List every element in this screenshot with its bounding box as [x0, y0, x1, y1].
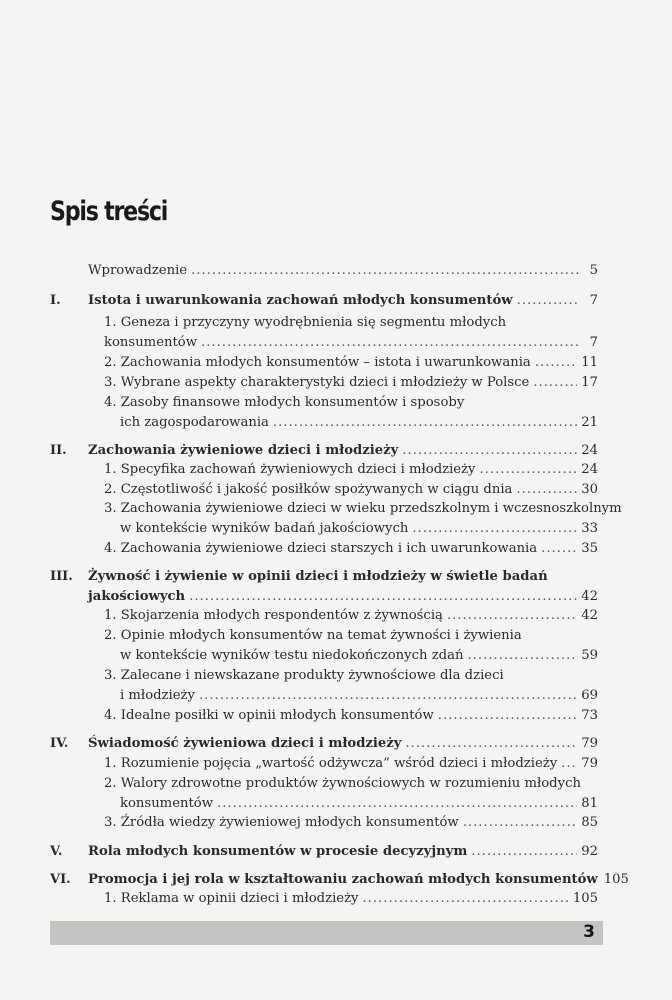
toc-page-number: 33 [581, 521, 598, 536]
toc-entry-title: 4. Zasoby finansowe młodych konsumentów i sposoby [104, 395, 465, 410]
toc-entry-title: w kontekście wyników testu niedokończonych zdań [120, 648, 464, 663]
toc-page-number: 105 [603, 872, 629, 887]
toc-entry-title: 2. Walory zdrowotne produktów żywnościowych w rozumieniu młodych [104, 776, 581, 791]
toc-entry[interactable] [104, 374, 598, 392]
toc-chapter-entry[interactable] [88, 442, 598, 460]
toc-entry[interactable] [104, 890, 598, 908]
section-number: III. [50, 569, 73, 584]
toc-entry-title: ich zagospodarowania [120, 415, 269, 430]
dot-leader [561, 755, 577, 773]
toc-entry[interactable] [104, 461, 598, 479]
toc-entry-title: 4. Zachowania żywieniowe dzieci starszych i ich uwarunkowania [104, 541, 538, 556]
section-number: VI. [50, 872, 71, 887]
toc-entry-title: 1. Specyfika zachowań żywieniowych dzieci i młodzieży [104, 462, 476, 477]
section-number: I. [50, 293, 61, 308]
toc-page-number: 59 [581, 648, 598, 663]
toc-chapter-entry[interactable] [88, 843, 598, 861]
toc-entry-title: Żywność i żywienie w opinii dzieci i młodzieży w świetle badań [88, 569, 548, 584]
dot-leader [191, 262, 580, 280]
toc-entry-title: 2. Zachowania młodych konsumentów – istota i uwarunkowania [104, 355, 531, 370]
toc-entry-title: 1. Skojarzenia młodych respondentów z żywnością [104, 608, 443, 623]
toc-chapter-entry[interactable] [88, 292, 598, 310]
toc-entry-title: 4. Idealne posiłki w opinii młodych konsumentów [104, 708, 434, 723]
toc-entry-title: 1. Reklama w opinii dzieci i młodzieży [104, 891, 359, 906]
toc-entry-title: Rola młodych konsumentów w procesie decyzyjnym [88, 844, 468, 859]
toc-entry[interactable] [120, 795, 598, 813]
toc-entry[interactable] [104, 394, 598, 412]
toc-entry[interactable] [104, 314, 598, 332]
toc-entry-title: jakościowych [88, 589, 186, 604]
toc-entry-title: 2. Opinie młodych konsumentów na temat żywności i żywienia [104, 628, 522, 643]
toc-entry-title: 2. Częstotliwość i jakość posiłków spożywanych w ciągu dnia [104, 482, 513, 497]
toc-page-number: 24 [581, 462, 598, 477]
toc-page-number: 85 [581, 815, 598, 830]
toc-page-number: 92 [581, 844, 598, 859]
dot-leader [480, 461, 578, 479]
toc-entry-title: i młodzieży [120, 688, 195, 703]
dot-leader [467, 647, 577, 665]
toc-entry-title: Zachowania żywieniowe dzieci i młodzieży [88, 443, 399, 458]
toc-chapter-entry[interactable] [88, 568, 598, 586]
dot-leader [189, 588, 577, 606]
dot-leader [463, 814, 577, 832]
toc-entry[interactable] [120, 520, 598, 538]
toc-page-number: 73 [581, 708, 598, 723]
toc-entry-title: Wprowadzenie [88, 263, 188, 278]
toc-entry[interactable] [104, 500, 622, 518]
toc-page-number: 24 [581, 443, 598, 458]
toc-page-number: 79 [581, 756, 598, 771]
toc-entry-title: 3. Zalecane i niewskazane produkty żywnościowe dla dzieci [104, 668, 504, 683]
toc-entry[interactable] [120, 647, 598, 665]
toc-entry-title: konsumentów [120, 796, 214, 811]
toc-page-number: 105 [572, 891, 598, 906]
toc-page-number: 81 [581, 796, 598, 811]
toc-entry-title: w kontekście wyników badań jakościowych [120, 521, 409, 536]
section-number: IV. [50, 736, 69, 751]
toc-entry[interactable] [120, 414, 598, 432]
toc-chapter-entry[interactable] [88, 871, 629, 889]
dot-leader [535, 354, 577, 372]
toc-page-number: 79 [581, 736, 598, 751]
footer-bar [50, 921, 603, 945]
section-number: II. [50, 443, 67, 458]
dot-leader [541, 540, 577, 558]
toc-entry[interactable] [104, 607, 598, 625]
dot-leader [533, 374, 577, 392]
toc-entry-title: Promocja i jej rola w kształtowaniu zachowań młodych konsumentów [88, 872, 598, 887]
toc-entry-title: Świadomość żywieniowa dzieci i młodzieży [88, 736, 402, 751]
toc-entry[interactable] [104, 775, 598, 793]
dot-leader [517, 292, 580, 310]
toc-chapter-entry[interactable] [88, 735, 598, 753]
dot-leader [273, 414, 577, 432]
toc-page-number: 42 [581, 589, 598, 604]
toc-entry[interactable] [104, 707, 598, 725]
section-number: V. [50, 844, 63, 859]
toc-entry[interactable] [88, 262, 598, 280]
dot-leader [402, 442, 577, 460]
toc-entry[interactable] [104, 354, 598, 372]
toc-entry-title: Istota i uwarunkowania zachowań młodych konsumentów [88, 293, 513, 308]
toc-entry-title: 3. Wybrane aspekty charakterystyki dzieci i młodzieży w Polsce [104, 375, 530, 390]
toc-entry-title: 1. Rozumienie pojęcia „wartość odżywcza” wśród dzieci i młodzieży [104, 756, 558, 771]
toc-page-number: 21 [581, 415, 598, 430]
toc-entry[interactable] [120, 687, 598, 705]
dot-leader [217, 795, 577, 813]
toc-entry[interactable] [104, 481, 598, 499]
dot-leader [447, 607, 577, 625]
dot-leader [199, 687, 577, 705]
toc-entry-title: 1. Geneza i przyczyny wyodrębnienia się segmentu młodych [104, 315, 507, 330]
toc-page-number: 69 [581, 688, 598, 703]
toc-page-number: 11 [581, 355, 598, 370]
toc-entry-title: konsumentów [104, 335, 198, 350]
toc-page-number: 30 [581, 482, 598, 497]
dot-leader [405, 735, 577, 753]
toc-entry[interactable] [88, 588, 598, 606]
toc-entry-title: 3. Zachowania żywieniowe dzieci w wieku przedszkolnym i wczesnoszkolnym [104, 501, 622, 516]
toc-page-number: 5 [589, 263, 598, 278]
dot-leader [412, 520, 577, 538]
dot-leader [516, 481, 577, 499]
toc-entry-title: 3. Źródła wiedzy żywieniowej młodych konsumentów [104, 815, 459, 830]
page-number: 3 [583, 922, 595, 942]
dot-leader [438, 707, 577, 725]
toc-entry[interactable] [104, 755, 598, 773]
page-title: Spis treści [50, 196, 168, 227]
toc-page-number: 7 [589, 335, 598, 350]
toc-entry[interactable] [104, 540, 598, 558]
toc-page-number: 42 [581, 608, 598, 623]
toc-entry[interactable] [104, 667, 598, 685]
toc-page-number: 17 [581, 375, 598, 390]
toc-page-number: 35 [581, 541, 598, 556]
toc-entry[interactable] [104, 814, 598, 832]
dot-leader [471, 843, 577, 861]
dot-leader [362, 890, 568, 908]
toc-entry[interactable] [104, 627, 598, 645]
dot-leader [201, 334, 580, 352]
toc-entry[interactable] [104, 334, 598, 352]
toc-page-number: 7 [589, 293, 598, 308]
